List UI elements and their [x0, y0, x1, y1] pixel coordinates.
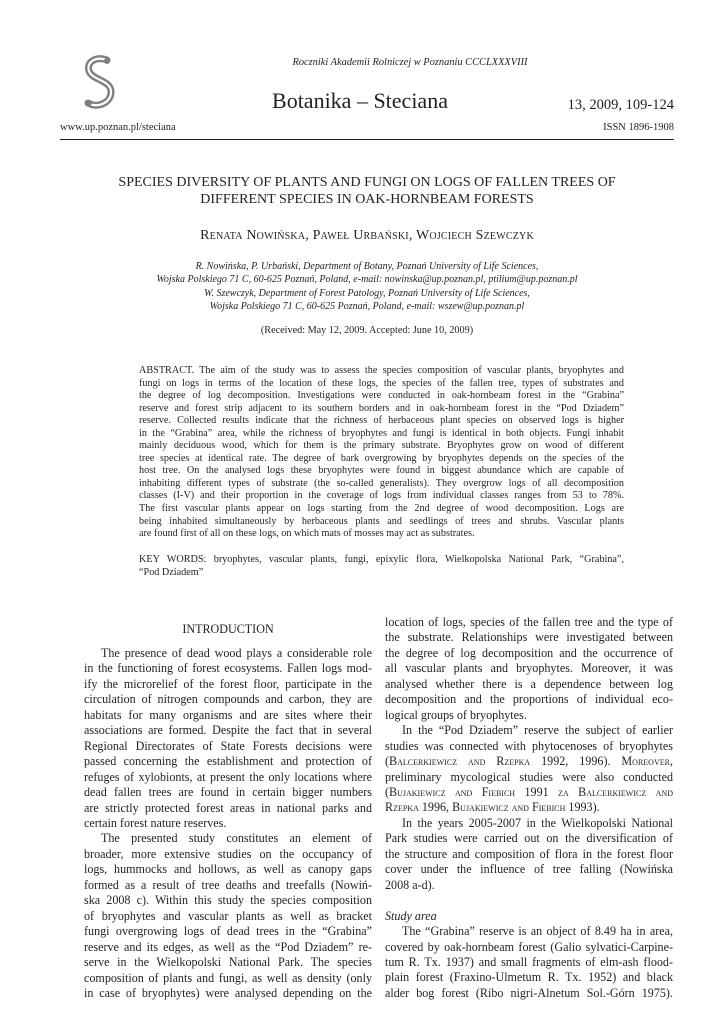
body-line: certain forest nature reserves.: [84, 815, 227, 830]
body-line: alder bog forest (Ribo nigri-Alnetum Sol.-Górn 1975).: [385, 985, 673, 1000]
blank-line: [385, 893, 673, 908]
title-line: DIFFERENT SPECIES IN OAK-HORNBEAM FORESTS: [200, 192, 534, 207]
body-line: passed concerning the establishment and protection of: [84, 754, 372, 769]
affiliation-line: Wojska Polskiego 71 C, 60-625 Poznań, Poland, e-mail: wszew@up.poznan.pl: [209, 300, 525, 312]
body-line: associations are formed. Despite the fact that in several: [84, 723, 372, 738]
body-line: serve in the Wielkopolski National Park. The species: [84, 955, 372, 970]
body-line: reserve and its edges, as well as the “Pod Dziadem” re-: [84, 939, 372, 954]
body-line: tum R. Tx. 1937) and small fragments of elm-ash flood-: [385, 954, 673, 969]
abstract-line: classes (I-V) and their proportion in the coverage of logs from individual classes ranges from 53 to 78%.: [139, 490, 624, 502]
header-divider: [60, 139, 674, 140]
affiliation-line: W. Szewczyk, Department of Forest Patology, Poznań University of Life Sciences,: [204, 287, 530, 299]
body-column-left: [84, 646, 372, 1001]
abstract-line: ABSTRACT. The aim of the study was to assess the species composition of vascular plants, bryophytes and: [139, 365, 624, 376]
body-line: all vascular plants and bryophytes. Moreover, it was: [385, 661, 673, 676]
authors: Renata Nowińska, Paweł Urbański, Wojciech Szewczyk: [200, 228, 534, 243]
body-line: Park studies were carried out on the diversification of: [385, 831, 673, 846]
body-line: The presented study constitutes an element of: [101, 831, 372, 846]
abstract-line: fungi on logs in terms of the location of these logs, the species of the fallen tree, types of substrates and: [139, 377, 624, 389]
subsection-heading-study-area: Study area: [385, 908, 437, 923]
abstract-line: host tree. On the analysed logs these bryophytes were found in biggest abundance which are capable of: [139, 465, 624, 477]
body-line: plain forest (Fraxino-Ulmetum R. Tx. 1952) and black: [385, 970, 673, 985]
abstract-line: The first vascular plants appear on logs starting from the 2nd degree of wood decomposition. Logs are: [139, 503, 624, 515]
body-line: covered by oak-hornbeam forest (Galio sylvatici-Carpine-: [385, 939, 673, 954]
affiliation-line: Wojska Polskiego 71 C, 60-625 Poznań, Poland, e-mail: nowinska@up.poznan.pl, ptilium@up.poznan.pl: [156, 274, 578, 286]
body-line: The “Grabina” reserve is an object of 8.49 ha in area,: [402, 924, 673, 939]
title-line: SPECIES DIVERSITY OF PLANTS AND FUNGI ON LOGS OF FALLEN TREES OF: [118, 175, 616, 190]
body-line: ska 2008 c). Within this study the species composition: [84, 893, 372, 908]
body-line: of bryophytes and vascular plants as well as bracket: [84, 908, 372, 923]
issn: ISSN 1896-1908: [603, 122, 674, 133]
body-line: the degree of log decomposition and the occurrence of: [385, 645, 673, 660]
body-line: Regional Directorates of State Forests decisions were: [84, 738, 372, 753]
volume-pages: 13, 2009, 109-124: [567, 97, 674, 113]
body-line: dead fallen trees are found in certain bigger numbers: [84, 785, 372, 800]
body-line: logs, hummocks and hollows, as well as canopy gaps: [84, 862, 372, 877]
body-line: (Bujakiewicz and Fiebich 1991 za Balcerkiewicz and: [385, 784, 673, 799]
body-line: Rzepka 1996, Bujakiewicz and Fiebich 1993).: [385, 800, 600, 815]
abstract-line: are found first of all on these logs, on which mats of mosses may act as substrates.: [139, 528, 475, 540]
abstract-line: inhabiting different types of substrate (the so-called generalists). They overgrow logs of all decomposition: [139, 477, 624, 489]
keywords-line: KEY WORDS: bryophytes, vascular plants, fungi, epixylic flora, Wielkopolska National Park, “Grabina”,: [139, 554, 624, 565]
keywords-line: “Pod Dziadem”: [139, 566, 204, 578]
body-line: decomposition and the proportions of individual eco-: [385, 692, 673, 707]
body-line: the structure and composition of flora in the forest floor: [385, 846, 673, 861]
body-line: habitats for many organisms and are sites where their: [84, 707, 372, 722]
body-line: circulation of nitrogen compounds and carbon, they are: [84, 692, 372, 707]
body-line: composition of plants and fungi, as well as density (only: [84, 970, 372, 985]
body-line: 2008 a-d).: [385, 877, 435, 892]
body-line: in the functioning of forest ecosystems. Fallen logs mod-: [84, 661, 372, 676]
article-title: [80, 174, 654, 208]
body-line: preliminary mycological studies were also conducted: [385, 769, 673, 784]
body-line: (Balcerkiewicz and Rzepka 1992, 1996). Moreover,: [385, 754, 673, 769]
body-line: the substrate. Relationships were investigated between: [385, 630, 673, 645]
abstract-line: the degree of log decomposition. Investigations were conducted in oak-hornbeam forest in the “Grabina”: [139, 390, 624, 402]
body-line: fungi overgrowing logs of dead trees in the “Grabina”: [84, 924, 372, 939]
body-line: The presence of dead wood plays a considerable role: [101, 646, 372, 660]
body-line: location of logs, species of the fallen tree and the type of: [385, 615, 673, 629]
body-line: broader, more extensive studies on the occupancy of: [84, 846, 372, 861]
abstract-line: tree species at identical rate. The degree of bark overgrowing by bryophytes depends on the species of the: [139, 452, 624, 464]
journal-title: Botanika – Steciana: [272, 88, 448, 113]
body-line: are strictly protected forest areas in national parks and: [84, 800, 372, 815]
section-heading-introduction: INTRODUCTION: [182, 622, 274, 636]
body-line: In the years 2005-2007 in the Wielkopolski National: [402, 815, 673, 830]
abstract-line: reserve. Collected results indicate that the richness of herbaceous plant species on observed logs is higher: [139, 415, 624, 427]
body-line: studies was connected with phytocenoses of bryophytes: [385, 738, 673, 753]
body-line: logical groups of bryophytes.: [385, 707, 527, 722]
body-line: formed as a result of tree deaths and treefalls (Nowiń-: [84, 877, 372, 892]
received-dates: (Received: May 12, 2009. Accepted: June 10, 2009): [260, 325, 474, 336]
keywords: [139, 554, 624, 579]
journal-url: www.up.poznan.pl/steciana: [60, 122, 176, 133]
steciana-logo-icon: [80, 54, 118, 114]
affiliation-line: R. Nowińska, P. Urbański, Department of Botany, Poznań University of Life Sciences,: [195, 261, 539, 272]
abstract-line: mainly deciduous wood, which for them is the primary substrate. Bryophytes grow on wood of different: [139, 440, 624, 452]
body-line: refuges of xylobionts, at present the only locations where: [84, 769, 372, 784]
abstract: [139, 365, 624, 541]
body-line: analysed whether there is a dependence between log: [385, 676, 673, 691]
body-line: cover under the influence of tree falling (Nowińska: [385, 862, 673, 877]
body-line: ify the microrelief of the forest floor, participate in the: [84, 676, 372, 691]
body-column-right: [385, 615, 673, 1001]
body-line: In the “Pod Dziadem” reserve the subject of earlier: [402, 723, 673, 738]
journal-series-line: Roczniki Akademii Rolniczej w Poznaniu CCCLXXXVIII: [292, 57, 528, 68]
abstract-line: being inhabited simultaneously by herbaceous plants and seedlings of trees and shrubs. Vascular plants: [139, 515, 624, 527]
affiliations: [80, 260, 654, 313]
abstract-line: in the “Grabina” area, while the richness of bryophytes and fungi is identical in both objects. Fungi inhabit: [139, 427, 624, 439]
body-line: in case of bryophytes) were analysed depending on the: [84, 985, 372, 1000]
abstract-line: reserve and forest strip adjacent to its southern borders and in oak-hornbeam forest in the “Pod Dziadem”: [139, 402, 624, 414]
